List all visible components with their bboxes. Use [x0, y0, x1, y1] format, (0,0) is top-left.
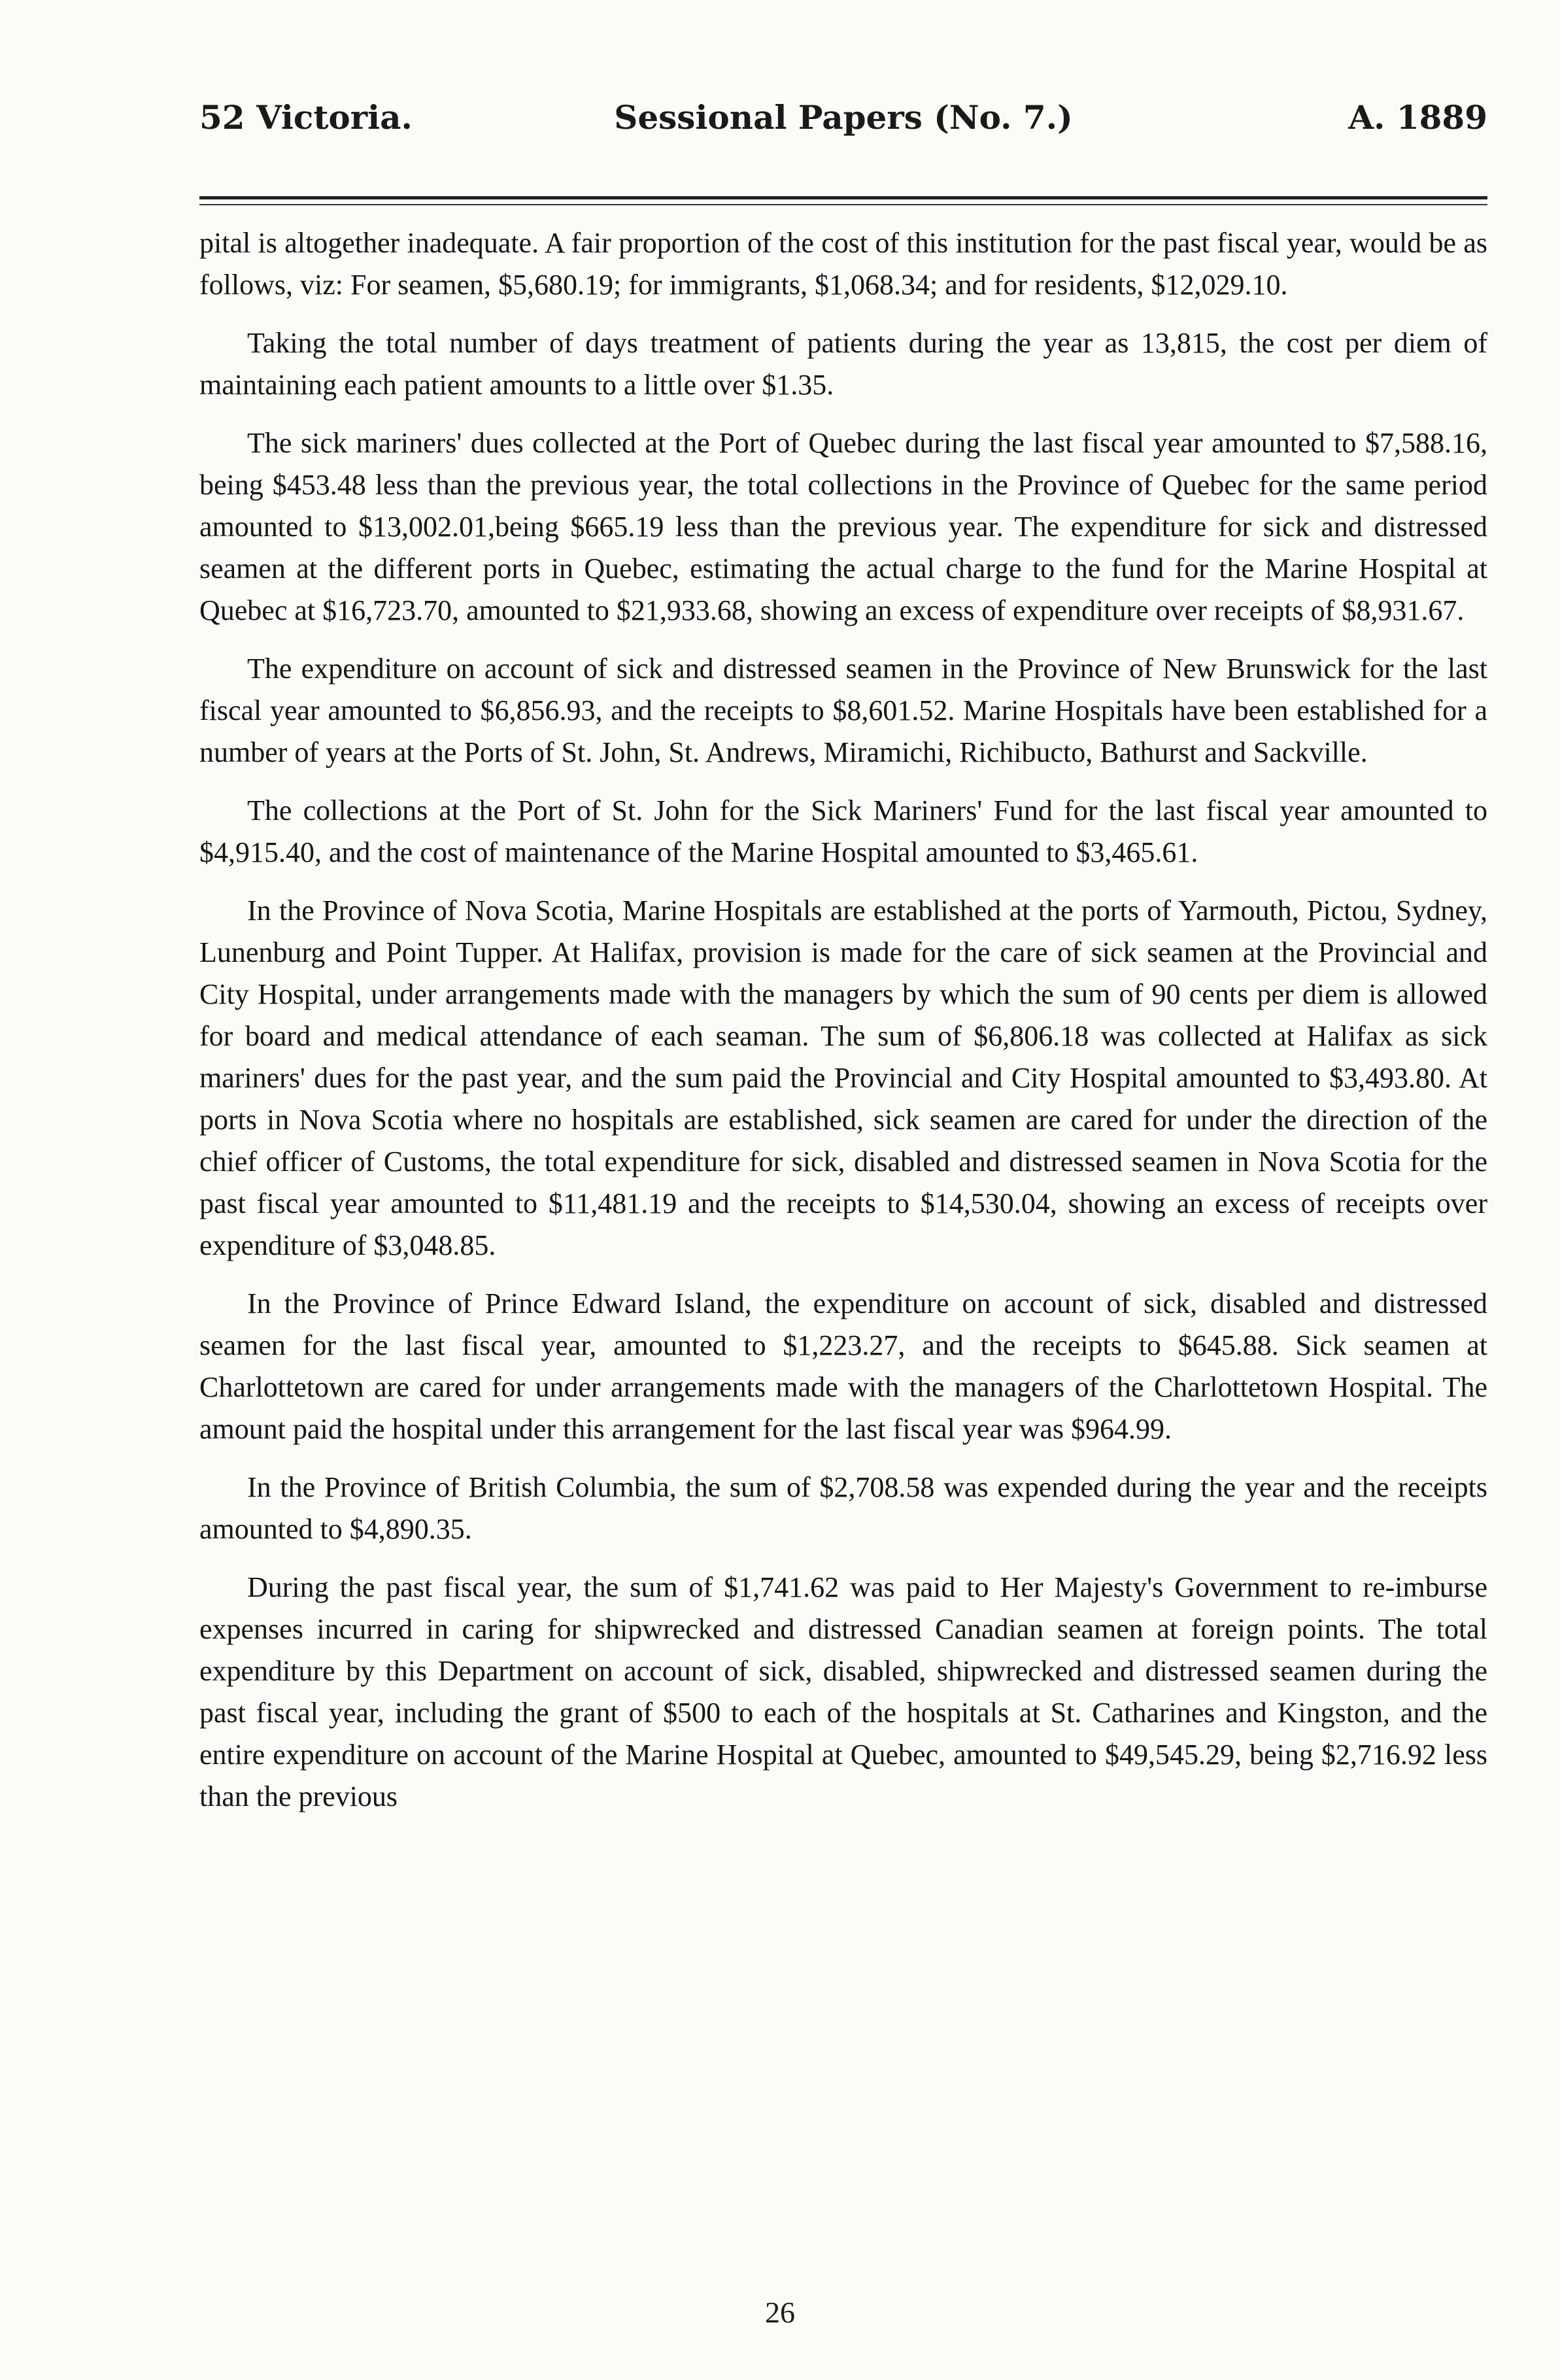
header-year: A. 1889 — [1348, 98, 1487, 137]
paragraph: The collections at the Port of St. John for the Sick Mariners' Fund for the last fiscal year amounted to $4,915.40, and the cost of maintenance of the Marine Hospital amounted to $3,465.61. — [199, 794, 1487, 868]
page-body — [199, 222, 1487, 1834]
paragraph: During the past fiscal year, the sum of $1,741.62 was paid to Her Majesty's Government to re-imburse expenses incurred in caring for shipwrecked and distressed Canadian seamen at foreign points. The total expenditure by this Department on account of sick, disabled, shipwrecked and distressed seamen during the past fiscal year, including the grant of $500 to each of the hospitals at St. Catharines and Kingston, and the entire expenditure on account of the Marine Hospital at Quebec, amounted to $49,545.29, being $2,716.92 less than the previous — [199, 1571, 1487, 1812]
paragraph: Taking the total number of days treatment of patients during the year as 13,815, the cost per diem of maintaining each patient amounts to a little over $1.35. — [199, 327, 1487, 401]
paragraph: The sick mariners' dues collected at the Port of Quebec during the last fiscal year amounted to $7,588.16, being $453.48 less than the previous year, the total collections in the Province of Quebec for the same period amounted to $13,002.01,being $665.19 less than the previous year. The expenditure for sick and distressed seamen at the different ports in Quebec, estimating the actual charge to the fund for the Marine Hospital at Quebec at $16,723.70, amounted to $21,933.68, showing an excess of expenditure over receipts of $8,931.67. — [199, 427, 1487, 626]
header-rule — [199, 196, 1487, 205]
page-number: 26 — [765, 2296, 795, 2329]
paragraph: In the Province of Nova Scotia, Marine Hospitals are established at the ports of Yarmouth, Pictou, Sydney, Lunenburg and Point Tupper. At Halifax, provision is made for the care of sick seamen at the Provincial and City Hospital, under arrangements made with the managers by which the sum of 90 cents per diem is allowed for board and medical attendance of each seaman. The sum of $6,806.18 was collected at Halifax as sick mariners' dues for the past year, and the sum paid the Provincial and City Hospital amounted to $3,493.80. At ports in Nova Scotia where no hospitals are established, sick seamen are cared for under the direction of the chief officer of Customs, the total expenditure for sick, disabled and distressed seamen in Nova Scotia for the past fiscal year amounted to $11,481.19 and the receipts to $14,530.04, showing an excess of receipts over expenditure of $3,048.85. — [199, 894, 1487, 1261]
header-rule-thick — [199, 196, 1487, 199]
paragraph: In the Province of Prince Edward Island, the expenditure on account of sick, disabled and distressed seamen for the last fiscal year, amounted to $1,223.27, and the receipts to $645.88. Sick seamen at Charlottetown are cared for under arrangements made with the managers of the Charlottetown Hospital. The amount paid the hospital under this arrangement for the last fiscal year was $964.99. — [199, 1287, 1487, 1445]
running-header — [199, 98, 1487, 150]
paragraph: pital is altogether inadequate. A fair proportion of the cost of this institution for the past fiscal year, would be as follows, viz: For seamen, $5,680.19; for immigrants, $1,068.34; and for residents, $12,029.10. — [199, 227, 1487, 301]
header-session: 52 Victoria. — [199, 98, 413, 137]
header-rule-thin — [199, 204, 1487, 205]
header-title: Sessional Papers (No. 7.) — [614, 98, 1073, 137]
paragraph: The expenditure on account of sick and distressed seamen in the Province of New Brunswick for the last fiscal year amounted to $6,856.93, and the receipts to $8,601.52. Marine Hospitals have been established for a number of years at the Ports of St. John, St. Andrews, Miramichi, Richibucto, Bathurst and Sackville. — [199, 653, 1487, 768]
paragraph: In the Province of British Columbia, the sum of $2,708.58 was expended during the year and the receipts amounted to $4,890.35. — [199, 1471, 1487, 1545]
